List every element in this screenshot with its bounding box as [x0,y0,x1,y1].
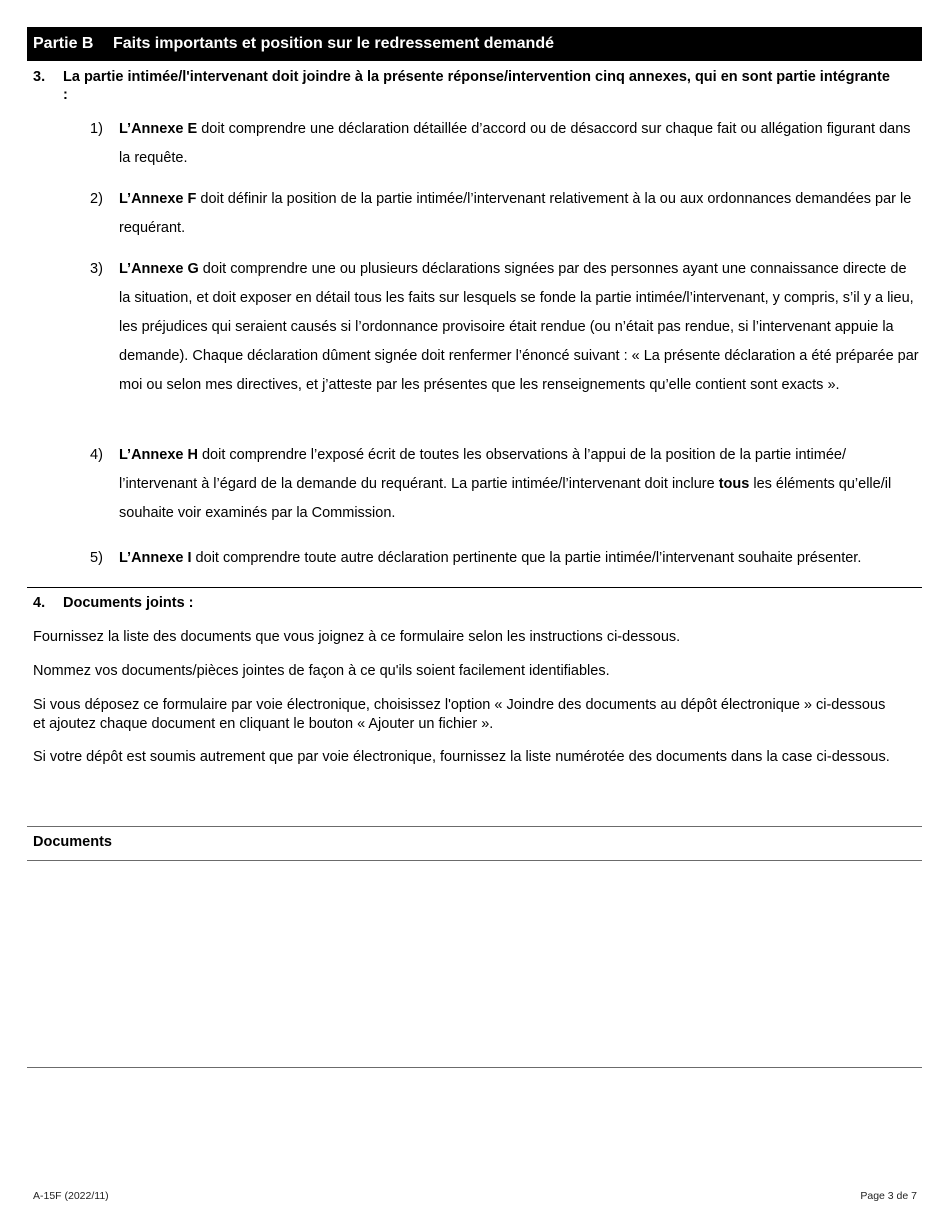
annex-f-item [90,185,920,243]
annex-e-label: L’Annexe E [119,121,198,137]
section-3-title: La partie intimée/l'intervenant doit joindre à la présente réponse/intervention cinq annexes, qui en sont partie intégrante : [63,69,890,103]
item-number: 4) [90,447,103,463]
instruction-paragraph: Si votre dépôt est soumis autrement que par voie électronique, fournissez la liste numérotée des documents dans la case ci-dessous. [33,749,890,765]
part-title: Faits importants et position sur le redressement demandé [113,35,554,52]
section-4-heading [33,595,194,611]
item-number: 3) [90,261,103,277]
annex-h-text-before: doit comprendre l’exposé écrit de toutes les observations à l’appui de la position de la partie intimée/ l’intervenant à l’égard de la demande du requérant. La partie intimée/l’intervenant doit inclure [119,447,847,492]
annex-h-text-after: les éléments qu’elle/il souhaite voir examinés par la Commission. [119,476,892,521]
annex-e-item [90,115,920,173]
section-divider [27,587,922,588]
section-3-heading [33,68,893,104]
section-4-number: 4. [33,595,46,611]
annex-h-label: L’Annexe H [119,447,198,463]
documents-bottom-rule [27,1067,922,1068]
part-label: Partie B [33,35,94,52]
item-number: 1) [90,121,103,137]
instruction-paragraph: Nommez vos documents/pièces jointes de façon à ce qu'ils soient facilement identifiables. [33,663,610,679]
instruction-paragraph: Si vous déposez ce formulaire par voie électronique, choisissez l'option « Joindre des documents au dépôt électronique » ci-dessous et ajoutez chaque document en cliquant le bouton « Ajouter un fichier ». [33,697,886,732]
item-number: 2) [90,191,103,207]
instruction-paragraph: Fournissez la liste des documents que vous joignez à ce formulaire selon les instructions ci-dessous. [33,629,681,645]
section-4-title: Documents joints : [63,595,194,611]
annex-g-item [90,255,920,400]
page-number: Page 3 de 7 [860,1190,917,1202]
annex-e-text: doit comprendre une déclaration détaillée d’accord ou de désaccord sur chaque fait ou allégation figurant dans la requête. [119,121,911,166]
section-3-number: 3. [33,69,46,85]
annex-f-text: doit définir la position de la partie intimée/l’intervenant relativement à la ou aux ordonnances demandées par le requérant. [119,191,912,236]
annex-i-label: L’Annexe I [119,550,192,566]
part-b-header [27,27,922,61]
annex-h-item [90,441,920,528]
item-number: 5) [90,550,103,566]
annex-g-text: doit comprendre une ou plusieurs déclarations signées par des personnes ayant une connaissance directe de la situation, et doit exposer en détail tous les faits sur lesquels se fonde la partie intimée/l’intervenant, y compris, s’il y a lieu, les préjudices qui seraient causés si l’ordonnance provisoire était rendue (ou n’était pas rendue, si l’intervenant appuie la demande). Chaque déclaration dûment signée doit renfermer l’énoncé suivant : « La présente déclaration a été préparée par moi ou selon mes directives, et j’atteste par les présentes que les renseignements qu’elle contient sont exacts ». [119,261,919,393]
form-code: A-15F (2022/11) [33,1190,109,1202]
documents-field[interactable] [27,861,922,1066]
annex-i-item [90,544,920,573]
annex-h-emphasis: tous [718,476,750,492]
annex-f-label: L’Annexe F [119,191,197,207]
annex-g-label: L’Annexe G [119,261,199,277]
annex-i-text: doit comprendre toute autre déclaration pertinente que la partie intimée/l’intervenant souhaite présenter. [191,550,862,566]
documents-label: Documents [33,834,112,850]
documents-top-rule [27,826,922,827]
